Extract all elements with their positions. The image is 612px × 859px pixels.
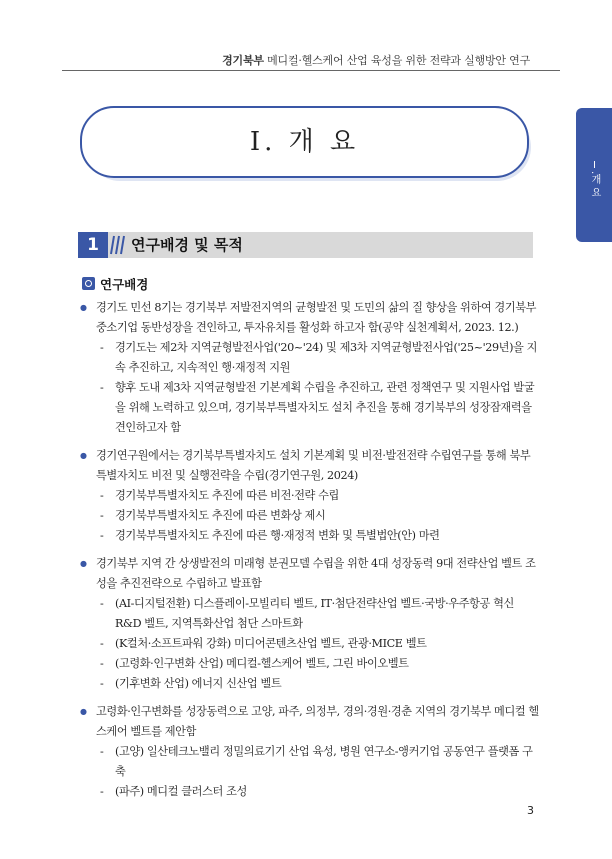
subsection-icon [82, 277, 95, 290]
section-title: 연구배경 및 목적 [131, 236, 243, 254]
dash-item: - 경기북부특별자치도 추진에 따른 비전·전략 수립 [80, 486, 540, 506]
paragraph-gap [80, 438, 540, 446]
bullet-paragraph: ● 경기연구원에서는 경기북부특별자치도 설치 기본계획 및 비전·발전전략 수립연구를 통해 북부특별자치도 비전 및 실행전략을 수립(경기연구원, 2024) [80, 446, 540, 486]
dash-item: - 향후 도내 제3차 지역균형발전 기본계획 수립을 추진하고, 관련 정책연구 및 지원사업 발굴을 위해 노력하고 있으며, 경기북부특별자치도 설치 추진을 통해 경기북부의 성장잠재력을 견인하고자 함 [80, 378, 540, 438]
paragraph-gap [80, 546, 540, 554]
dash-item: - (파주) 메디컬 클러스터 조성 [80, 782, 540, 802]
header-rule [62, 70, 560, 71]
bullet-paragraph: ● 경기북부 지역 간 상생발전의 미래형 분권모델 수립을 위한 4대 성장동력 9대 전략산업 벨트 조성을 추진전략으로 수립하고 발표함 [80, 554, 540, 594]
bullet-paragraph: ● 고령화·인구변화를 성장동력으로 고양, 파주, 의정부, 경의·경원·경춘 지역의 경기북부 메디컬 헬스케어 벨트를 제안함 [80, 702, 540, 742]
dash-item: - (기후변화 산업) 에너지 신산업 벨트 [80, 674, 540, 694]
dash-item: - 경기도는 제2차 지역균형발전사업('20~'24) 및 제3차 지역균형발전사업('25~'29년)을 지속 추진하고, 지속적인 행·재정적 지원 [80, 338, 540, 378]
dash-item: - 경기북부특별자치도 추진에 따른 변화상 제시 [80, 506, 540, 526]
bullet-paragraph: ● 경기도 민선 8기는 경기북부 저발전지역의 균형발전 및 도민의 삶의 질 향상을 위하여 경기북부 중소기업 동반성장을 견인하고, 투자유치를 활성화 하고자 함(공약 실천계획서, 2023. 12.) [80, 298, 540, 338]
paragraph-gap [80, 694, 540, 702]
body-content [80, 298, 540, 802]
chapter-title: Ⅰ. 개 요 [249, 127, 360, 157]
section-number: 1 [78, 232, 108, 258]
header-title-bold: 경기북부 [222, 54, 264, 67]
header-title-rest: 메디컬·헬스케어 산업 육성을 위한 전략과 실행방안 연구 [263, 54, 530, 67]
dash-item: - (AI-디지털전환) 디스플레이-모빌리티 벨트, IT·첨단전략산업 벨트·국방·우주항공 혁신 R&D 벨트, 지역특화산업 첨단 스마트화 [80, 594, 540, 634]
dash-item: - (고령화·인구변화 산업) 메디컬-헬스케어 벨트, 그린 바이오벨트 [80, 654, 540, 674]
dash-item: - (K컬처·소프트파워 강화) 미디어콘텐츠산업 벨트, 관광·MICE 벨트 [80, 634, 540, 654]
dash-item: - (고양) 일산테크노밸리 정밀의료기기 산업 육성, 병원 연구소-앵커기업 공동연구 플랫폼 구축 [80, 742, 540, 782]
page-number: 3 [527, 804, 534, 817]
section-slash-decoration [109, 232, 129, 258]
side-tab-label: Ⅰ.개 요 [589, 160, 600, 198]
dash-item: - 경기북부특별자치도 추진에 따른 행·재정적 변화 및 특별법안(안) 마련 [80, 526, 540, 546]
subsection-title: 연구배경 [100, 277, 149, 292]
chapter-side-tab [576, 108, 612, 242]
running-header [222, 52, 530, 68]
